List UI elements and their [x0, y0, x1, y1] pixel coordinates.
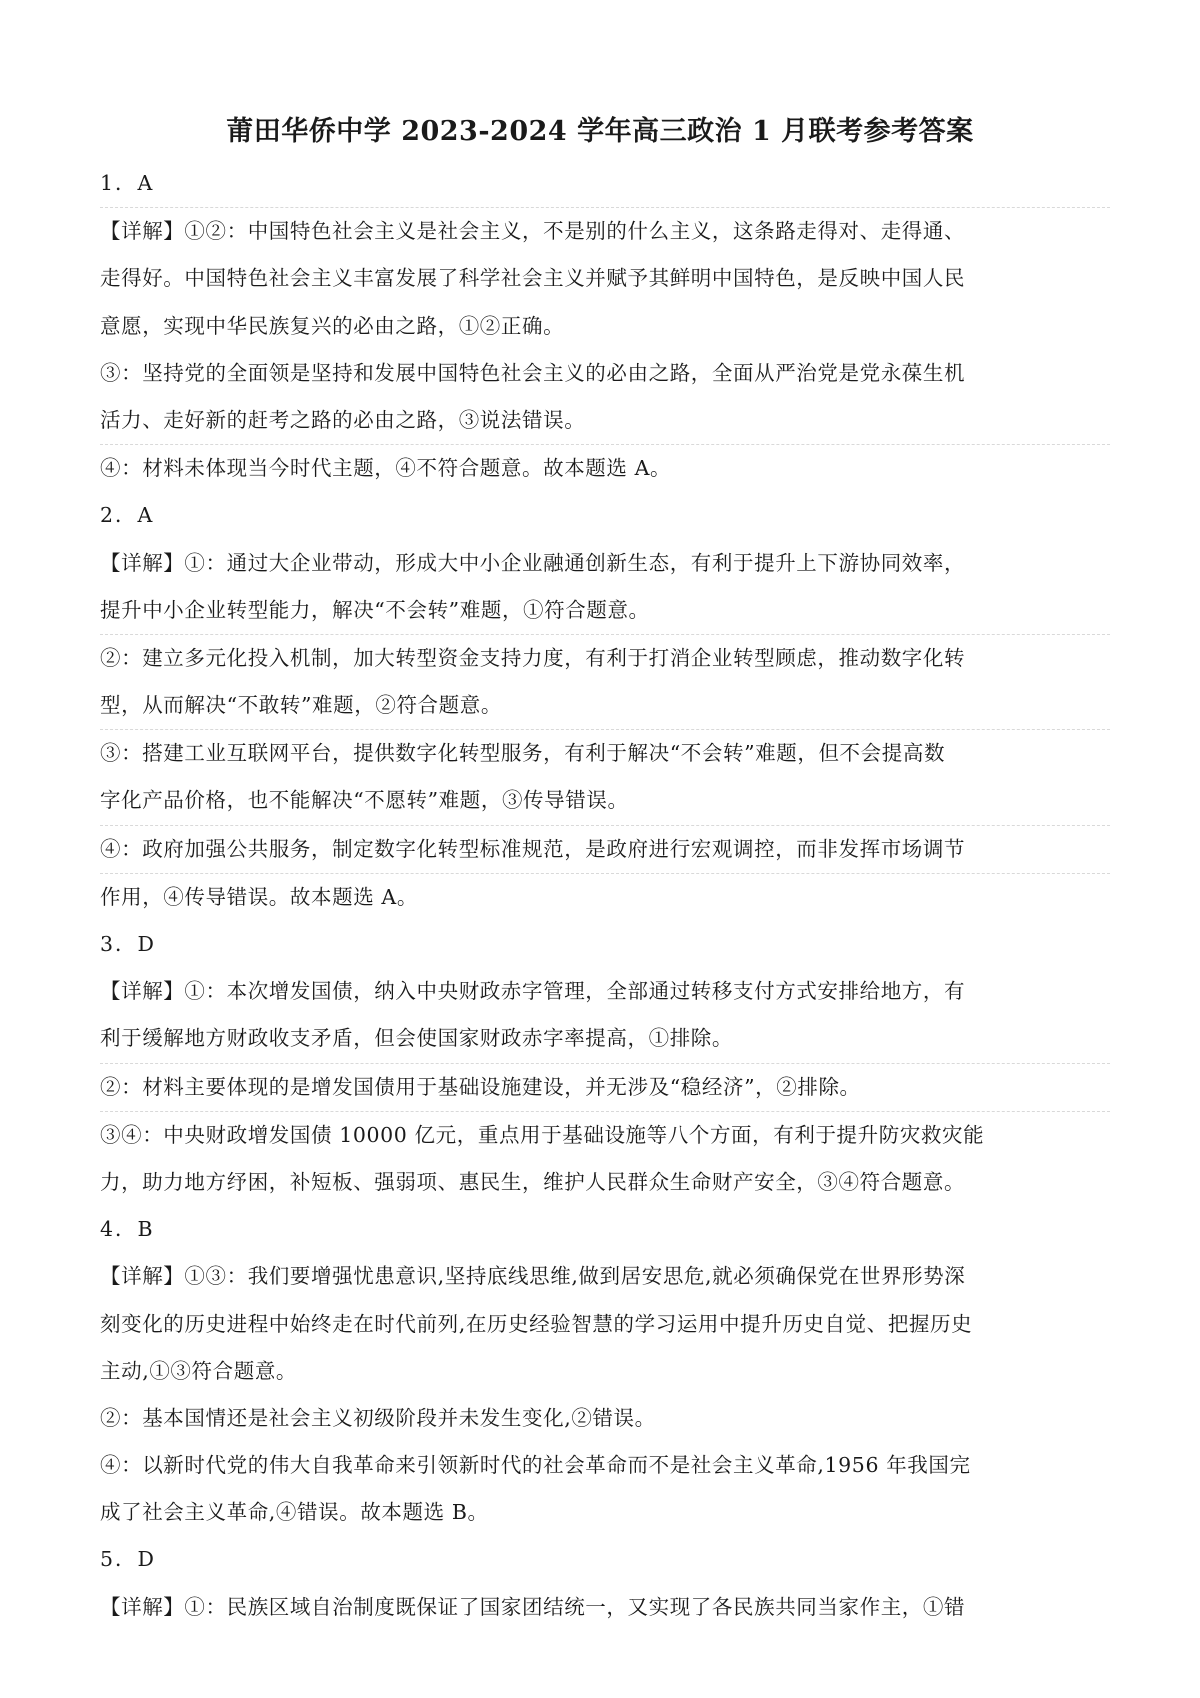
answer-text-line: 力，助力地方纾困，补短板、强弱项、惠民生，维护人民群众生命财产安全，③④符合题意。: [100, 1169, 966, 1194]
answer-text-line: 【详解】①：通过大企业带动，形成大中小企业融通创新生态，有利于提升上下游协同效率，: [100, 550, 966, 575]
answer-text-line: ③：搭建工业互联网平台，提供数字化转型服务，有利于解决“不会转”难题，但不会提高数: [100, 741, 946, 766]
answer-text-line: ③：坚持党的全面领是坚持和发展中国特色社会主义的必由之路，全面从严治党是党永葆生机: [100, 360, 966, 385]
question-number: 2．A: [100, 503, 155, 528]
answer-text-line: ②：材料主要体现的是增发国债用于基础设施建设，并无涉及“稳经济”，②排除。: [100, 1064, 1110, 1112]
answer-text-line: 刻变化的历史进程中始终走在时代前列,在历史经验智慧的学习运用中提升历史自觉、把握历史: [100, 1311, 973, 1336]
answer-text-line: 走得好。中国特色社会主义丰富发展了科学社会主义并赋予其鲜明中国特色，是反映中国人民: [100, 266, 966, 291]
answer-text-line: 利于缓解地方财政收支矛盾，但会使国家财政赤字率提高，①排除。: [100, 1015, 1110, 1063]
answer-text-line: 活力、走好新的赶考之路的必由之路，③说法错误。: [100, 397, 1110, 445]
answer-content: [100, 160, 1110, 1631]
answer-text-line: ④：材料未体现当今时代主题，④不符合题意。故本题选 A。: [100, 456, 672, 481]
answer-text-line: 型，从而解决“不敢转”难题，②符合题意。: [100, 682, 1110, 730]
answer-text-line: 提升中小企业转型能力，解决“不会转”难题，①符合题意。: [100, 587, 1110, 635]
answer-text-line: 主动,①③符合题意。: [100, 1358, 298, 1383]
answer-text-line: 成了社会主义革命,④错误。故本题选 B。: [100, 1500, 489, 1525]
answer-text-line: ②：基本国情还是社会主义初级阶段并未发生变化,②错误。: [100, 1405, 656, 1430]
answer-text-line: 字化产品价格，也不能解决“不愿转”难题，③传导错误。: [100, 777, 1110, 825]
answer-text-line: 【详解】①②：中国特色社会主义是社会主义，不是别的什么主义，这条路走得对、走得通、: [100, 219, 966, 244]
answer-text-line: 【详解】①：本次增发国债，纳入中央财政赤字管理，全部通过转移支付方式安排给地方，有: [100, 979, 966, 1004]
question-number: 1．A: [100, 160, 1110, 208]
answer-text-line: ④：以新时代党的伟大自我革命来引领新时代的社会革命而不是社会主义革命,1956 年我国完: [100, 1453, 971, 1478]
answer-text-line: 作用，④传导错误。故本题选 A。: [100, 884, 418, 909]
question-number: 4．B: [100, 1217, 155, 1242]
answer-text-line: 【详解】①：民族区域自治制度既保证了国家团结统一，又实现了各民族共同当家作主，①错: [100, 1594, 966, 1619]
answer-text-line: ④：政府加强公共服务，制定数字化转型标准规范，是政府进行宏观调控，而非发挥市场调节: [100, 826, 1110, 874]
page-title: 莆田华侨中学 2023-2024 学年高三政治 1 月联考参考答案: [226, 116, 974, 147]
answer-text-line: 意愿，实现中华民族复兴的必由之路，①②正确。: [100, 313, 565, 338]
answer-text-line: 【详解】①③：我们要增强忧患意识,坚持底线思维,做到居安思危,就必须确保党在世界形势深: [100, 1264, 966, 1289]
answer-text-line: ③④：中央财政增发国债 10000 亿元，重点用于基础设施等八个方面，有利于提升防灾救灾能: [100, 1122, 985, 1147]
question-number: 5．D: [100, 1547, 156, 1572]
answer-text-line: ②：建立多元化投入机制，加大转型资金支持力度，有利于打消企业转型顾虑，推动数字化转: [100, 645, 966, 670]
question-number: 3．D: [100, 932, 156, 956]
